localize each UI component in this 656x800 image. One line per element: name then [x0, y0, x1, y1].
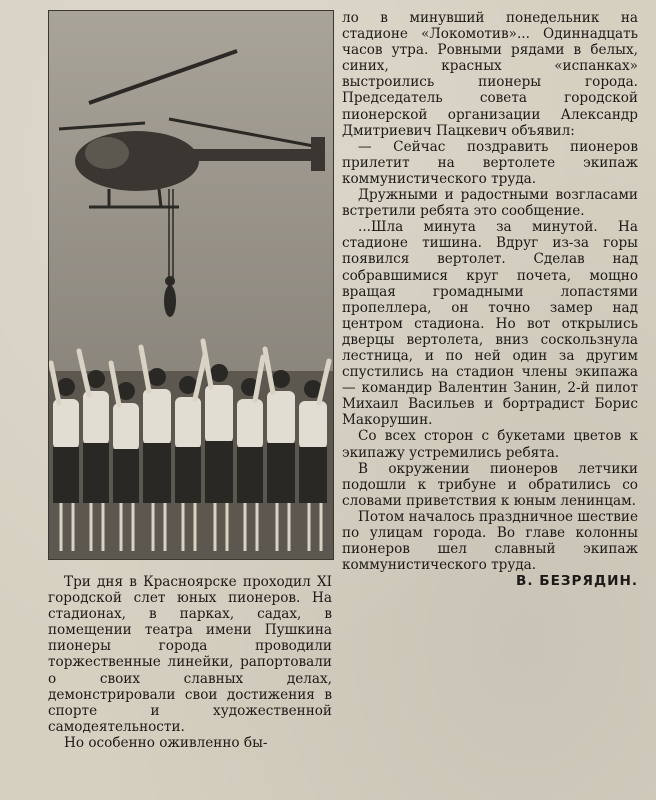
- article-column-left: [48, 574, 332, 751]
- paragraph: — Сейчас поздравить пионеров прилетит на вертолете экипаж коммунистического труда.: [342, 138, 638, 187]
- helicopter-photo: [48, 10, 334, 560]
- paragraph: ло в минувший понедельник на стадионе «Локомотив»... Одиннадцать часов утра. Ровными рядами в белых, синих, красных «испанках» выстроились пионеры города. Председатель совета городской пионерской организации Александр Дмитриевич Пацкевич объявил:: [342, 10, 638, 139]
- paragraph: Потом началось праздничное шествие по улицам города. Во главе колонны пионеров шел славный экипаж коммунистического труда.: [342, 508, 638, 574]
- article-column-right: [342, 10, 638, 589]
- paragraph: Дружными и радостными возгласами встретили ребята это сообщение.: [342, 187, 638, 220]
- paragraph: Со всех сторон с букетами цветов к экипажу устремились ребята.: [342, 428, 638, 461]
- paragraph: Три дня в Красноярске проходил XI городской слет юных пионеров. На стадионах, в парках, садах, в помещении театра имени Пушкина пионеры города проводили торжественные линейки, рапортовали о своих славных делах, демонстрировали свои достижения в спорте и художественной самодеятельности.: [48, 574, 332, 735]
- author-signature: В. БЕЗРЯДИН.: [515, 573, 638, 590]
- paragraph: Но особенно оживленно бы-: [64, 734, 268, 751]
- paragraph: В окружении пионеров летчики подошли к трибуне и обратились со словами приветствия к юным ленинцам.: [342, 460, 638, 509]
- paragraph: ...Шла минута за минутой. На стадионе тишина. Вдруг из-за горы появился вертолет. Сделав над собравшимися круг почета, мощно вращая громадными лопастями пропеллера, он точно замер над центром стадиона. Но вот открылись дверцы вертолета, вниз соскользнула лестница, и по ней один за другим спустились на стадион члены экипажа — командир Валентин Занин, 2-й пилот Михаил Васильев и бортрадист Борис Макорушин.: [342, 219, 638, 429]
